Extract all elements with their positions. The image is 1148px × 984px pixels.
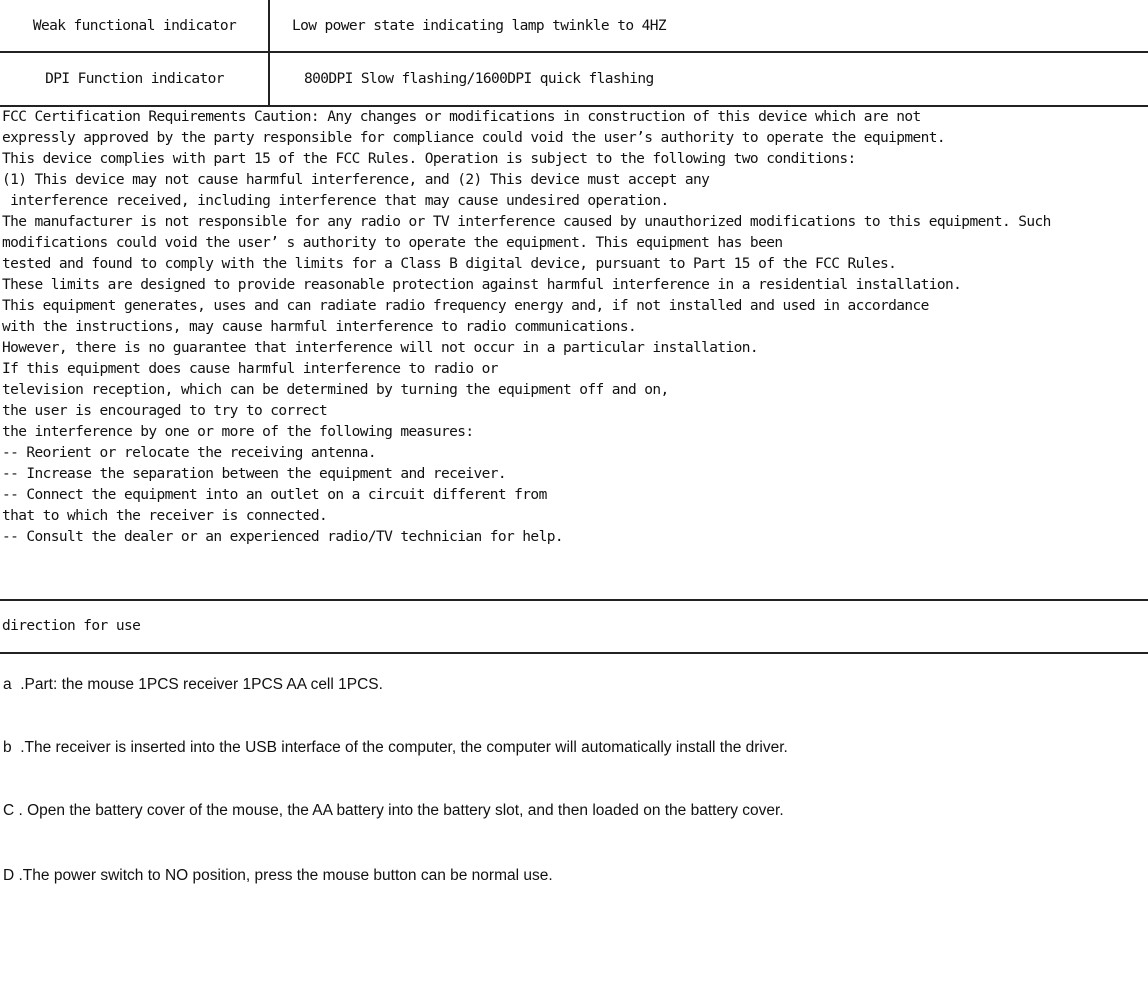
- section-divider-bottom: [0, 652, 1148, 654]
- fcc-line: -- Reorient or relocate the receiving antenna.: [2, 445, 376, 461]
- section-divider-top: [0, 599, 1148, 601]
- fcc-line: -- Connect the equipment into an outlet on a circuit different from: [2, 487, 547, 503]
- fcc-line: However, there is no guarantee that interference will not occur in a particular installation.: [2, 340, 759, 356]
- fcc-line: If this equipment does cause harmful interference to radio or: [2, 361, 498, 377]
- spec-table: [0, 0, 1148, 107]
- spec-value: Low power state indicating lamp twinkle to 4HZ: [292, 17, 666, 34]
- fcc-line: These limits are designed to provide reasonable protection against harmful interference in a residential installation.: [2, 277, 962, 293]
- fcc-line: the interference by one or more of the following measures:: [2, 424, 474, 440]
- fcc-line: The manufacturer is not responsible for any radio or TV interference caused by unauthorized modifications to this equipment. Such: [2, 214, 1051, 230]
- table-column-divider: [268, 0, 270, 106]
- fcc-line: the user is encouraged to try to correct: [2, 403, 328, 419]
- fcc-line: -- Consult the dealer or an experienced radio/TV technician for help.: [2, 529, 563, 545]
- spec-label: Weak functional indicator: [32, 17, 237, 34]
- instruction-step: a .Part: the mouse 1PCS receiver 1PCS AA cell 1PCS.: [3, 676, 383, 693]
- fcc-line: FCC Certification Requirements Caution: Any changes or modifications in construction of this device which are not: [2, 109, 921, 125]
- fcc-line: modifications could void the user’ s authority to operate the equipment. This equipment has been: [2, 235, 783, 251]
- fcc-statement: [2, 107, 1146, 548]
- instruction-step: C . Open the battery cover of the mouse, the AA battery into the battery slot, and then loaded on the battery cover.: [3, 802, 784, 819]
- fcc-line: expressly approved by the party responsible for compliance could void the user’s authority to operate the equipment.: [2, 130, 946, 146]
- fcc-line: interference received, including interference that may cause undesired operation.: [2, 193, 669, 209]
- spec-row-dpi-indicator: [0, 53, 1148, 107]
- fcc-line: This device complies with part 15 of the FCC Rules. Operation is subject to the following two conditions:: [2, 151, 856, 167]
- fcc-line: television reception, which can be determined by turning the equipment off and on,: [2, 382, 669, 398]
- instruction-step: b .The receiver is inserted into the USB interface of the computer, the computer will automatically install the driver.: [3, 739, 788, 756]
- fcc-line: -- Increase the separation between the equipment and receiver.: [2, 466, 507, 482]
- spec-value: 800DPI Slow flashing/1600DPI quick flashing: [304, 71, 654, 87]
- fcc-line: that to which the receiver is connected.: [2, 508, 328, 524]
- section-title: direction for use: [2, 618, 141, 634]
- fcc-line: with the instructions, may cause harmful interference to radio communications.: [2, 319, 637, 335]
- instruction-step: D .The power switch to NO position, press the mouse button can be normal use.: [3, 867, 553, 884]
- fcc-line: This equipment generates, uses and can radiate radio frequency energy and, if not installed and used in accordance: [2, 298, 929, 314]
- fcc-line: tested and found to comply with the limits for a Class B digital device, pursuant to Part 15 of the FCC Rules.: [2, 256, 897, 272]
- spec-label: DPI Function indicator: [45, 71, 224, 87]
- fcc-line: (1) This device may not cause harmful interference, and (2) This device must accept any: [2, 172, 710, 188]
- spec-row-weak-indicator: [0, 0, 1148, 53]
